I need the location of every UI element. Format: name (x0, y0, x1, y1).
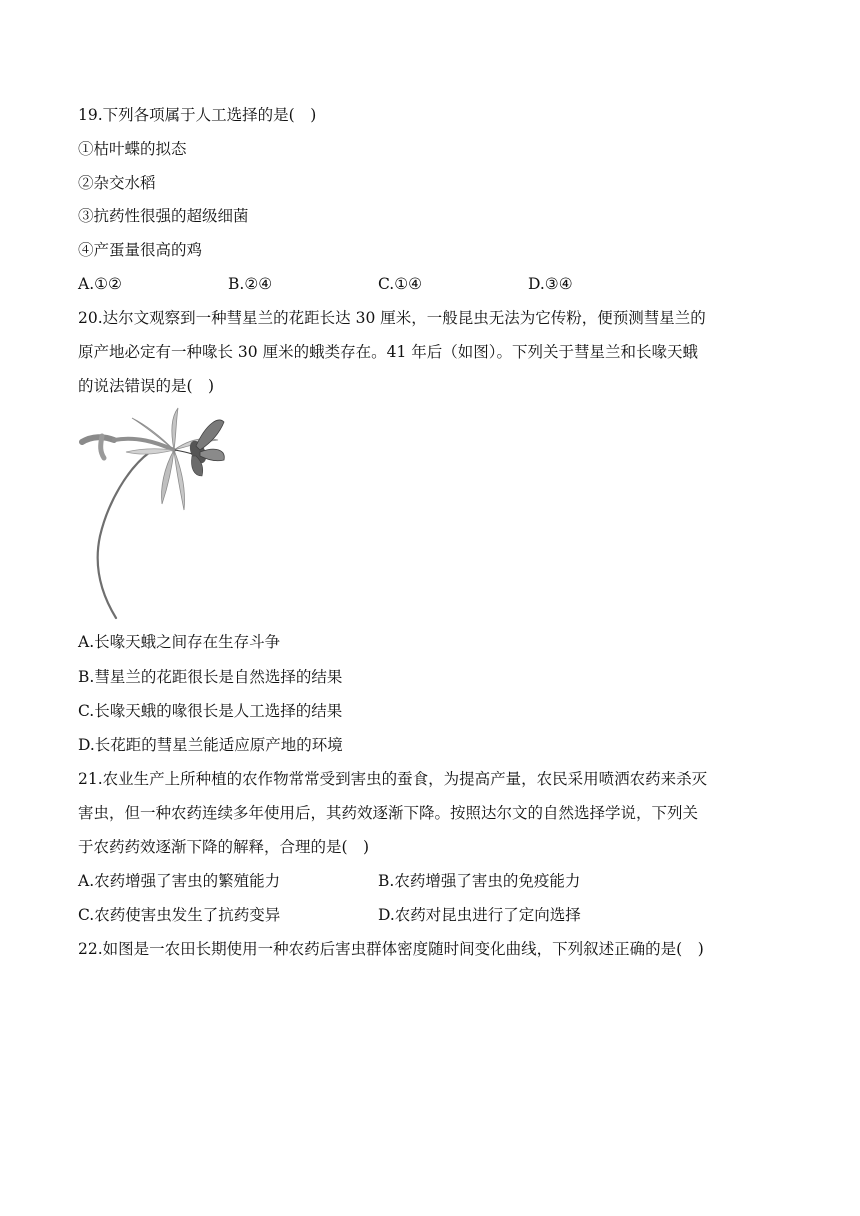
q19-item-4: ④产蛋量很高的鸡 (78, 241, 203, 259)
q20-stem-line-3: 的说法错误的是( ) (78, 377, 215, 395)
q21-option-c: C.农药使害虫发生了抗药变异 (78, 906, 281, 924)
q19-option-d: D.③④ (528, 275, 573, 293)
q20-option-d: D.长花距的彗星兰能适应原产地的环境 (78, 736, 343, 754)
q20-stem-line-1: 20.达尔文观察到一种彗星兰的花距长达 30 厘米，一般昆虫无法为它传粉，便预测彗星兰的 (78, 309, 706, 327)
q19-item-3: ③抗药性很强的超级细菌 (78, 207, 249, 225)
q19-stem: 19.下列各项属于人工选择的是( ) (78, 106, 317, 124)
q22-stem: 22.如图是一农田长期使用一种农药后害虫群体密度随时间变化曲线，下列叙述正确的是( ) (78, 940, 704, 958)
q21-option-a: A.农药增强了害虫的繁殖能力 (78, 872, 281, 890)
q20-option-a: A.长喙天蛾之间存在生存斗争 (78, 633, 281, 651)
q19-item-1: ①枯叶蝶的拟态 (78, 140, 187, 158)
q21-stem-line-2: 害虫，但一种农药连续多年使用后，其药效逐渐下降。按照达尔文的自然选择学说，下列关 (78, 804, 699, 822)
q20-option-b: B.彗星兰的花距很长是自然选择的结果 (78, 668, 343, 686)
q19-option-b: B.②④ (228, 275, 273, 293)
q21-option-b: B.农药增强了害虫的免疫能力 (378, 872, 581, 890)
q19-item-2: ②杂交水稻 (78, 174, 156, 192)
q19-option-c: C.①④ (378, 275, 423, 293)
q19-option-a: A.①② (78, 275, 122, 293)
q20-option-c: C.长喙天蛾的喙很长是人工选择的结果 (78, 702, 343, 720)
q21-option-d: D.农药对昆虫进行了定向选择 (378, 906, 581, 924)
q21-stem-line-3: 于农药药效逐渐下降的解释，合理的是( ) (78, 838, 370, 856)
q21-stem-line-1: 21.农业生产上所种植的农作物常常受到害虫的蚕食，为提高产量，农民采用喷洒农药来杀灭 (78, 770, 708, 788)
orchid-and-moth-illustration (78, 406, 228, 622)
q20-stem-line-2: 原产地必定有一种喙长 30 厘米的蛾类存在。41 年后（如图）。下列关于彗星兰和长喙天蛾 (78, 343, 698, 361)
